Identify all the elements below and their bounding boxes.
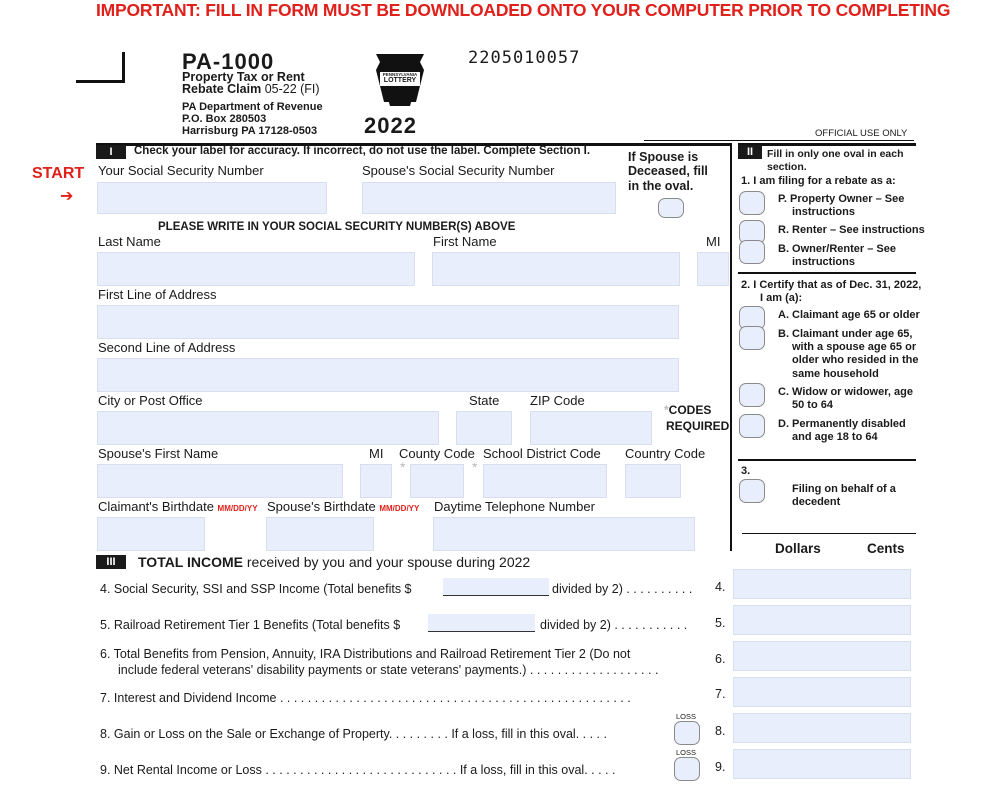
phone-label: Daytime Telephone Number <box>434 499 595 514</box>
section2-intro-2: section. <box>767 161 807 173</box>
state-label: State <box>469 393 500 408</box>
oval-owner-renter[interactable] <box>739 240 765 264</box>
spouse-deceased-oval[interactable] <box>658 198 684 218</box>
line4-num: 4. <box>715 580 726 594</box>
line6-amount[interactable] <box>733 641 911 671</box>
line5-amount[interactable] <box>733 605 911 635</box>
dept-city: Harrisburg PA 17128-0503 <box>182 125 318 137</box>
claimant-bd-text: Claimant's Birthdate <box>98 499 214 514</box>
line5-pre: 5. Railroad Retirement Tier 1 Benefits (Total benefits $ <box>100 618 401 632</box>
deceased-label-1: If Spouse is <box>628 150 699 164</box>
opt-owner-renter-1: B. Owner/Renter – See <box>778 243 896 255</box>
dollars-header: Dollars <box>775 541 821 556</box>
line8-loss-oval[interactable] <box>674 721 700 745</box>
line4-post: divided by 2) . . . . . . . . . . <box>552 582 693 596</box>
line9-amount[interactable] <box>733 749 911 779</box>
address1-input[interactable] <box>97 305 679 339</box>
opt-disabled-2: and age 18 to 64 <box>792 431 878 443</box>
claimant-birthdate-label <box>98 499 258 514</box>
line8-num: 8. <box>715 724 726 738</box>
spouse-bd-text: Spouse's Birthdate <box>267 499 376 514</box>
opt-spouse-65-4: same household <box>792 368 879 380</box>
spouse-first-input[interactable] <box>97 464 343 498</box>
barcode-number: 2205010057 <box>468 48 581 68</box>
official-use-label: OFFICIAL USE ONLY <box>815 128 908 139</box>
opt-widow-2: 50 to 64 <box>792 399 833 411</box>
oval-disabled[interactable] <box>739 414 765 438</box>
line6-pre: 6. Total Benefits from Pension, Annuity, IRA Distributions and Railroad Retirement Tier 2 (Do not <box>100 647 631 661</box>
opt-property-owner-2: instructions <box>792 206 855 218</box>
claimant-birthdate-input[interactable] <box>97 517 205 551</box>
address2-label: Second Line of Address <box>98 340 236 355</box>
spouse-ssn-label: Spouse's Social Security Number <box>362 163 555 178</box>
opt-spouse-65-3: older who resided in the <box>792 354 919 366</box>
dept: PA Department of Revenue <box>182 101 323 113</box>
opt-spouse-65-1: B. Claimant under age 65, <box>778 328 913 340</box>
pobox: P.O. Box 280503 <box>182 113 267 125</box>
line7-num: 7. <box>715 687 726 701</box>
q2-label-1: 2. I Certify that as of Dec. 31, 2022, <box>741 279 922 291</box>
county-code-input[interactable] <box>410 464 464 498</box>
opt-spouse-65-2: with a spouse age 65 or <box>792 341 917 353</box>
section1-tab: I <box>96 145 126 159</box>
lottery-logo <box>372 52 428 112</box>
ssn-input[interactable] <box>97 182 327 214</box>
line4-amount[interactable] <box>733 569 911 599</box>
opt-age-65: A. Claimant age 65 or older <box>778 309 920 321</box>
spouse-bd-format: MM/DD/YY <box>379 504 420 513</box>
spouse-ssn-input[interactable] <box>362 182 616 214</box>
line9-pre: 9. Net Rental Income or Loss . . . . . . . . . . . . . . . . . . . . . . . . . . . . If a loss, fill in this oval. . . . . <box>100 763 616 777</box>
opt-decedent-1: Filing on behalf of a <box>792 483 896 495</box>
form-id: PA-1000 <box>182 49 275 74</box>
opt-owner-renter-2: instructions <box>792 256 855 268</box>
form-title-1: Property Tax or Rent <box>182 70 305 84</box>
first-name-label: First Name <box>433 234 497 249</box>
form-revision: 05-22 (FI) <box>264 82 320 96</box>
section2-tab: II <box>738 145 762 159</box>
school-code-input[interactable] <box>483 464 607 498</box>
mi-input[interactable] <box>697 252 729 286</box>
section2-top-line <box>738 143 916 146</box>
address1-label: First Line of Address <box>98 287 217 302</box>
form-year: 2022 <box>364 113 417 138</box>
q3-label: 3. <box>741 465 751 477</box>
q2-label-2: I am (a): <box>760 292 803 304</box>
state-input[interactable] <box>456 411 512 445</box>
school-star: * <box>472 459 478 475</box>
codes-required-1 <box>664 403 711 417</box>
line5-num: 5. <box>715 616 726 630</box>
spouse-birthdate-label <box>267 499 419 514</box>
opt-property-owner-1: P. Property Owner – See <box>778 193 905 205</box>
opt-disabled-1: D. Permanently disabled <box>778 418 906 430</box>
spouse-mi-input[interactable] <box>360 464 392 498</box>
section2-bottom-line <box>742 533 916 534</box>
line9-loss-oval[interactable] <box>674 757 700 781</box>
country-code-label: Country Code <box>625 446 706 461</box>
zip-label: ZIP Code <box>530 393 585 408</box>
codes-star: * <box>664 403 669 417</box>
line8-loss-label: LOSS <box>676 712 697 721</box>
line7-amount[interactable] <box>733 677 911 707</box>
corner-mark <box>76 52 125 83</box>
line9-num: 9. <box>715 760 726 774</box>
city-input[interactable] <box>97 411 439 445</box>
line6-num: 6. <box>715 652 726 666</box>
line5-benefits-input[interactable] <box>428 614 535 632</box>
address2-input[interactable] <box>97 358 679 392</box>
county-star: * <box>400 459 406 475</box>
opt-renter: R. Renter – See instructions <box>778 224 925 236</box>
city-label: City or Post Office <box>98 393 203 408</box>
section3-title-rest: received by you and your spouse during 2022 <box>243 554 531 570</box>
line5-post: divided by 2) . . . . . . . . . . . <box>540 618 688 632</box>
deceased-label-3: in the oval. <box>628 179 694 193</box>
download-banner: IMPORTANT: FILL IN FORM MUST BE DOWNLOADED ONTO YOUR COMPUTER PRIOR TO COMPLETING <box>96 0 951 20</box>
school-code-label: School District Code <box>483 446 601 461</box>
write-ssn-note: PLEASE WRITE IN YOUR SOCIAL SECURITY NUMBER(S) ABOVE <box>158 221 516 233</box>
section1-instruction: Check your label for accuracy. If incorrect, do not use the label. Complete Section I. <box>134 145 591 157</box>
official-use-line <box>644 140 914 141</box>
line8-pre: 8. Gain or Loss on the Sale or Exchange of Property. . . . . . . . . If a loss, fill in this oval. . . . . <box>100 727 607 741</box>
phone-input[interactable] <box>433 517 695 551</box>
line4-benefits-input[interactable] <box>443 578 549 596</box>
form-title-2 <box>182 82 320 96</box>
opt-widow-1: C. Widow or widower, age <box>778 386 913 398</box>
start-arrow: ➔ <box>60 188 74 205</box>
last-name-label: Last Name <box>98 234 161 249</box>
form-title-2-text: Rebate Claim <box>182 82 262 96</box>
mi-label: MI <box>706 234 721 249</box>
oval-property-owner[interactable] <box>739 191 765 215</box>
lottery-text-2: LOTTERY <box>383 77 417 84</box>
last-name-input[interactable] <box>97 252 415 286</box>
deceased-label-2: Deceased, fill <box>628 164 708 178</box>
oval-spouse-65[interactable] <box>739 326 765 350</box>
section2-divider-2 <box>738 459 916 461</box>
section3-title-bold: TOTAL INCOME <box>138 554 243 570</box>
lottery-text-1: PENNSYLVANIA <box>382 72 418 77</box>
opt-decedent-2: decedent <box>792 496 841 508</box>
claimant-bd-format: MM/DD/YY <box>217 504 258 513</box>
q1-label: 1. I am filing for a rebate as a: <box>741 175 896 187</box>
section3-tab: III <box>96 555 126 569</box>
line4-pre: 4. Social Security, SSI and SSP Income (Total benefits $ <box>100 582 412 596</box>
country-code-input[interactable] <box>625 464 681 498</box>
spouse-first-label: Spouse's First Name <box>98 446 219 461</box>
codes-required-2: REQUIRED <box>666 419 730 433</box>
section2-intro-1: Fill in only one oval in each <box>767 148 904 160</box>
line6-post: include federal veterans' disability payments or state veterans' payments.) . . . . . . . . . . . . . . . . . . . <box>118 663 659 677</box>
oval-decedent[interactable] <box>739 479 765 503</box>
county-code-label: County Code <box>399 446 475 461</box>
section2-divider-1 <box>738 272 916 274</box>
ssn-label: Your Social Security Number <box>98 163 264 178</box>
line7-pre: 7. Interest and Dividend Income . . . . . . . . . . . . . . . . . . . . . . . . . . . . . . . . . . . . . . . . . . . . . . . . . . . <box>100 691 631 705</box>
line8-amount[interactable] <box>733 713 911 743</box>
section3-title <box>138 554 530 570</box>
spouse-birthdate-input[interactable] <box>266 517 374 551</box>
start-label: START <box>32 165 85 182</box>
line9-loss-label: LOSS <box>676 748 697 757</box>
codes-label: CODES <box>668 403 712 417</box>
first-name-input[interactable] <box>432 252 680 286</box>
oval-widow[interactable] <box>739 383 765 407</box>
spouse-mi-label: MI <box>369 446 384 461</box>
cents-header: Cents <box>867 541 905 556</box>
zip-input[interactable] <box>530 411 652 445</box>
